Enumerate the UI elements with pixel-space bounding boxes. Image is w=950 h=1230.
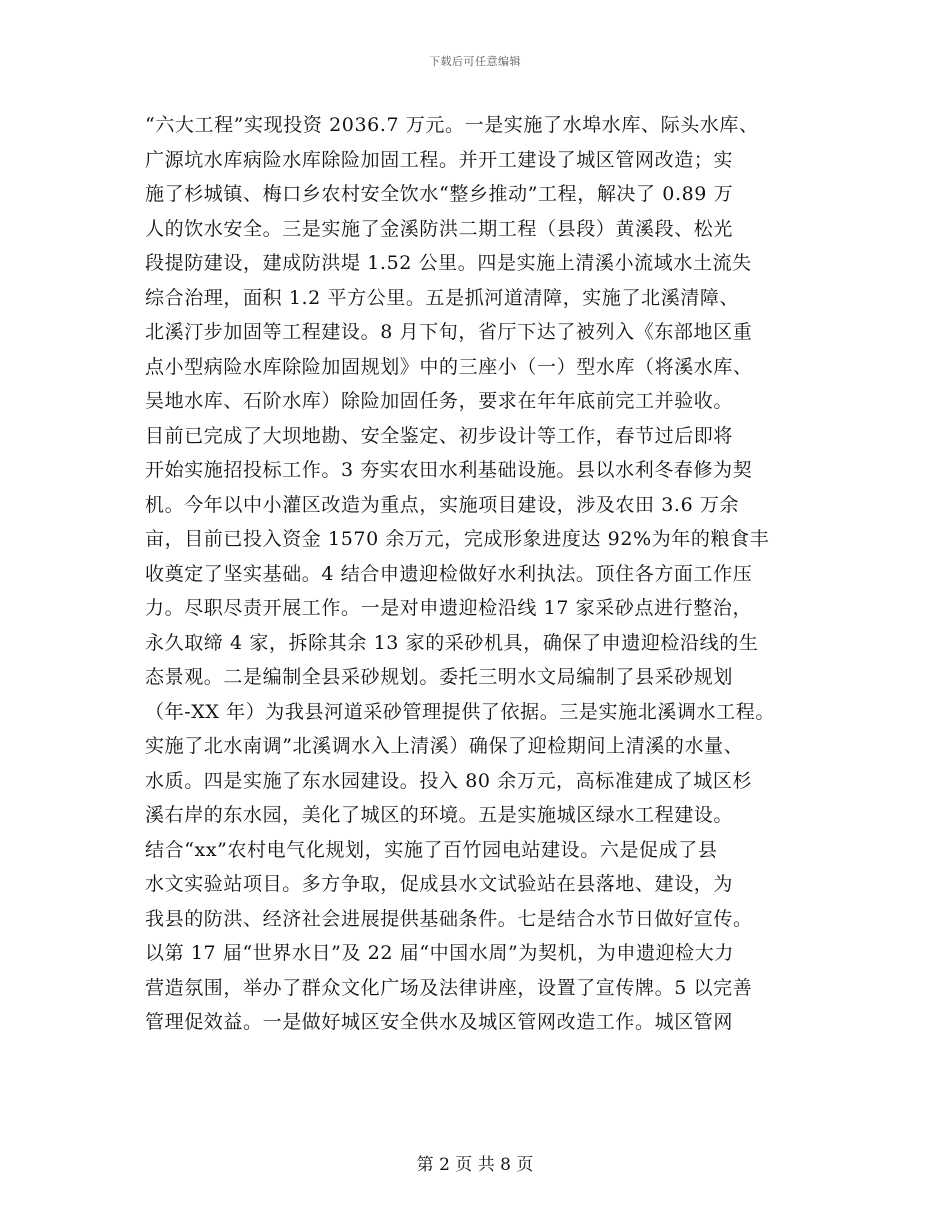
- body-line: 力。尽职尽责开展工作。一是对申遗迎检沿线 17 家采砂点进行整治，: [145, 597, 753, 619]
- body-line: 段提防建设，建成防洪堤 1.52 公里。四是实施上清溪小流域水土流失: [145, 252, 752, 274]
- body-line: 结合“xx”农村电气化规划，实施了百竹园电站建设。六是促成了县: [145, 838, 718, 861]
- body-line: （年-XX 年）为我县河道采砂管理提供了依据。三是实施北溪调水工程。: [145, 700, 775, 723]
- body-line: 机。今年以中小灌区改造为重点，实施项目建设，涉及农田 3.6 万余: [145, 493, 740, 516]
- page-header: 下载后可任意编辑: [429, 55, 521, 68]
- body-line: 水质。四是实施了东水园建设。投入 80 余万元，高标准建成了城区杉: [145, 769, 753, 792]
- body-line: 吴地水库、石阶水库）除险加固任务，要求在年年底前完工并验收。: [145, 390, 734, 412]
- body-line: 溪右岸的东水园，美化了城区的环境。五是实施城区绿水工程建设。: [145, 804, 734, 826]
- body-line: 人的饮水安全。三是实施了金溪防洪二期工程（县段）黄溪段、松光: [145, 217, 734, 240]
- body-line: 北溪汀步加固等工程建设。8 月下旬，省厅下达了被列入《东部地区重: [145, 321, 753, 343]
- body-line: 点小型病险水库除险加固规划》中的三座小（一）型水库（将溪水库、: [145, 355, 753, 378]
- page-number: 第 2 页 共 8 页: [416, 1155, 534, 1175]
- body-line: 开始实施招投标工作。3 夯实农田水利基础设施。县以水利冬春修为契: [145, 459, 753, 481]
- body-line: 水文实验站项目。多方争取，促成县水文试验站在县落地、建设，为: [145, 873, 734, 895]
- body-line: 以第 17 届“世界水日”及 22 届“中国水周”为契机，为申遗迎检大力: [145, 942, 734, 964]
- body-line: 营造氛围，举办了群众文化广场及法律讲座，设置了宣传牌。5 以完善: [145, 976, 753, 999]
- body-line: 永久取缔 4 家，拆除其余 13 家的采砂机具，确保了申遗迎检沿线的生: [145, 631, 759, 654]
- body-line: 实施了北水南调”北溪调水入上清溪）确保了迎检期间上清溪的水量、: [145, 735, 744, 757]
- body-line: 收奠定了坚实基础。4 结合申遗迎检做好水利执法。顶住各方面工作压: [145, 562, 753, 585]
- body-line: 目前已完成了大坝地勘、安全鉴定、初步设计等工作，春节过后即将: [145, 424, 734, 447]
- body-line: 广源坑水库病险水库除险加固工程。并开工建设了城区管网改造；实: [145, 148, 734, 171]
- body-line: “六大工程”实现投资 2036.7 万元。一是实施了水埠水库、际头水库、: [145, 114, 759, 136]
- body-line: 态景观。二是编制全县采砂规划。委托三明水文局编制了县采砂规划: [145, 666, 734, 688]
- body-line: 综合治理，面积 1.2 平方公里。五是抓河道清障，实施了北溪清障、: [145, 286, 740, 309]
- body-line: 我县的防洪、经济社会进展提供基础条件。七是结合水节日做好宣传。: [145, 907, 753, 930]
- body-line: 施了杉城镇、梅口乡农村安全饮水“整乡推动”工程，解决了 0.89 万: [145, 183, 734, 205]
- body-line: 亩，目前已投入资金 1570 余万元，完成形象进度达 92%为年的粮食丰: [145, 528, 770, 550]
- document-body: [145, 108, 845, 1040]
- body-line: 管理促效益。一是做好城区安全供水及城区管网改造工作。城区管网: [145, 1011, 734, 1033]
